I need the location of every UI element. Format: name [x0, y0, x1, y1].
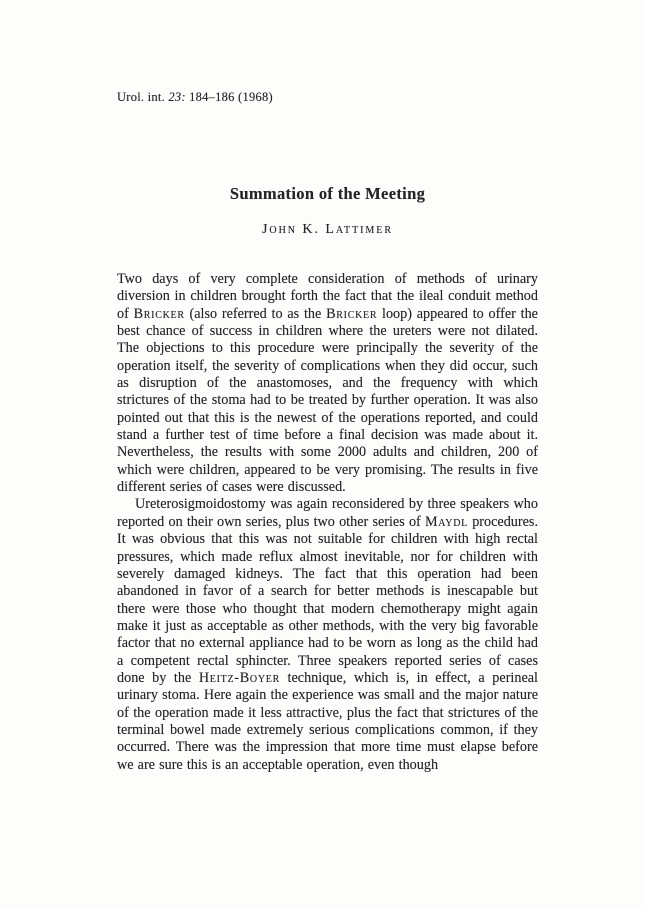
text-segment: Two days of very complete consideration of methods of urinary diversion in children brought forth the fact that the ileal conduit method of — [117, 271, 538, 322]
text-segment: Bricker — [133, 305, 185, 322]
text-segment: Bricker — [326, 305, 378, 322]
article-body — [117, 271, 538, 774]
author-name: John K. Lattimer — [262, 222, 393, 237]
paragraph-1 — [117, 271, 538, 496]
text-segment: Urol. int. — [117, 90, 169, 104]
text-segment: 23: — [168, 90, 186, 104]
text-segment: 184–186 (1968) — [185, 90, 273, 104]
text-segment: loop) appeared to offer the best chance of success in children where the ureters were not dilated. The objections to this procedure were principally the severity of the operation itself, the severity of complications when they did occur, such as disruption of the anastomoses, and the frequency with which strictures of the stoma had to be treated by further operation. It was also pointed out that this is the newest of the operations reported, and could stand a further test of time before a final decision was made about it. Nevertheless, the results with some 2000 adults and children, 200 of which were children, appeared to be very promising. The results in five different series of cases were discussed. — [117, 305, 538, 496]
text-segment: Heitz-Boyer — [198, 669, 280, 686]
paragraph-2 — [117, 496, 538, 774]
journal-citation — [117, 90, 273, 105]
text-segment: procedures. It was obvious that this was not suitable for children with high rectal pressures, which made reflux almost inevitable, nor for children with severely damaged kidneys. The fact that this operation had been abandoned in favor of a search for better methods is inescapable but there were those who thought that modern chemotherapy might again make it just as acceptable as other methods, with the very big favorable factor that no external appliance had to be worn as long as the child had a competent rectal sphincter. Three speakers reported series of cases done by the — [117, 513, 538, 686]
text-segment: Maydl — [424, 513, 468, 530]
article-title: Summation of the Meeting — [229, 184, 426, 203]
text-segment: Ureterosigmoidostomy was again reconsidered by three speakers who reported on their own series, plus two other series of — [117, 496, 538, 530]
text-segment: technique, which is, in effect, a perineal urinary stoma. Here again the experience was small and the major nature of the operation made it less attractive, plus the fact that strictures of the terminal bowel made extremely serious complications common, if they occurred. There was the impression that more time must elapse before we are sure this is an acceptable operation, even though — [117, 669, 538, 773]
text-segment: (also referred to as the — [184, 305, 327, 322]
